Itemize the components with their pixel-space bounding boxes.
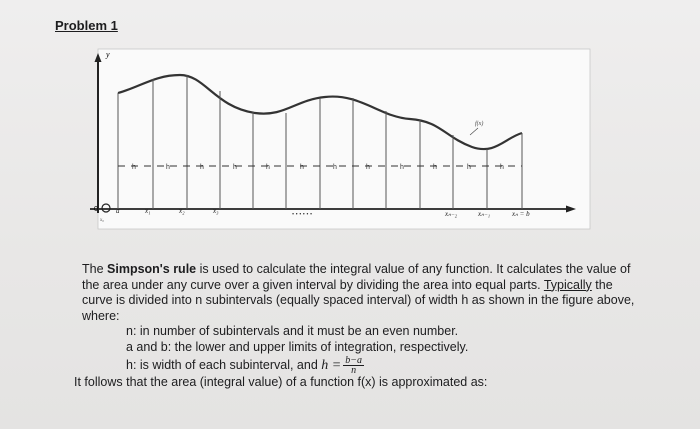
- h-fraction: [343, 356, 364, 375]
- x-label-xn-2: xₙ₋₂: [445, 210, 458, 218]
- x-label-a: a: [116, 207, 120, 215]
- simpson-rule-term: Simpson's rule: [107, 262, 197, 276]
- ab-definition: a and b: the lower and upper limits of integration, respectively.: [126, 339, 469, 354]
- typically-word: Typically: [543, 277, 592, 292]
- y-axis-label: y: [106, 50, 110, 59]
- problem-title: Problem 1: [55, 18, 118, 33]
- h-label: h: [467, 164, 471, 171]
- h-label: h: [400, 164, 404, 171]
- x-label-xn-1: xₙ₋₁: [478, 210, 491, 218]
- x-label-x3: x₃: [213, 207, 219, 215]
- x-label-ellipsis: • • • • • •: [292, 212, 313, 218]
- h-label: h: [200, 164, 204, 171]
- h-label: h: [366, 164, 370, 171]
- h-definition: [82, 356, 642, 375]
- simpson-figure-svg: [80, 45, 600, 235]
- text-run: is used to calculate the integral value of any function. It calculates the value of the area under any curve over a given interval by dividing the area into equal parts.: [82, 262, 631, 292]
- x-label-xn-b: xₙ = b: [512, 210, 530, 218]
- intro-paragraph: [82, 262, 642, 324]
- h-label: h: [300, 164, 304, 171]
- h-label: h: [132, 164, 136, 171]
- curve-label: f(x): [475, 121, 484, 127]
- x-label-x1: x₁: [145, 207, 151, 215]
- fraction-denominator: n: [351, 364, 357, 376]
- n-definition: n: in number of subintervals and it must be an even number.: [126, 324, 459, 339]
- text-run: the curve is divided into n subintervals (equally spaced interval) of width h as shown in the figure above, where:: [82, 277, 635, 323]
- follow-line: It follows that the area (integral value) of a function f(x) is approximated as:: [74, 374, 488, 389]
- h-equation: h =: [321, 357, 342, 373]
- x0-label: x₀: [100, 218, 104, 223]
- h-label: h: [233, 164, 237, 171]
- h-label: h: [500, 164, 504, 171]
- h-label: h: [333, 164, 337, 171]
- h-label: h: [266, 164, 270, 171]
- fraction-numerator: b−a: [345, 354, 362, 366]
- text-run: The: [82, 262, 108, 276]
- h-label: h: [166, 164, 170, 171]
- text-run: h: is width of each subinterval, and: [126, 357, 322, 372]
- simpson-rule-figure: [80, 45, 600, 235]
- x-label-x2: x₂: [179, 207, 185, 215]
- h-label: h: [433, 164, 437, 171]
- body-text: [74, 262, 642, 390]
- origin-label: 0: [94, 206, 98, 213]
